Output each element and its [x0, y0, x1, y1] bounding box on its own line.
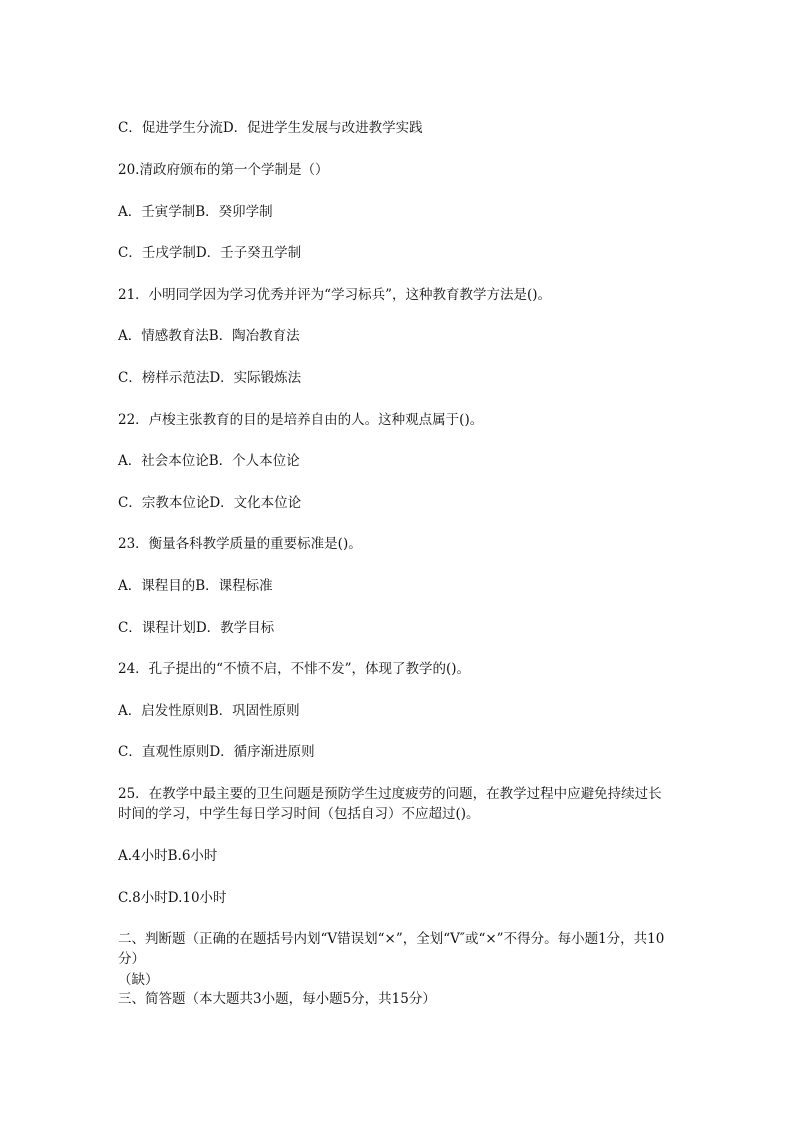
section-2-heading: 二、判断题（正确的在题括号内划“V错误划“×”，全划“V″或“×”不得分。每小题1分，共10分） [118, 931, 665, 967]
q22-options-ab: A．社会本位论B．个人本位论 [118, 453, 300, 469]
q24-question: 24．孔子提出的“不愤不启，不悱不发”，体现了教学的()。 [118, 661, 471, 677]
q24-options-cd: C．直观性原则D．循序渐进原则 [118, 744, 315, 760]
q21-options-ab: A．情感教育法B．陶冶教育法 [118, 328, 300, 344]
q20-options-cd: C．壬戌学制D．壬子癸丑学制 [118, 245, 302, 261]
q23-question: 23．衡量各科教学质量的重要标准是()。 [118, 536, 362, 552]
q19-options-cd: C．促进学生分流D．促进学生发展与改进教学实践 [118, 120, 423, 136]
q21-options-cd: C．榜样示范法D．实际锻炼法 [118, 370, 302, 386]
section-2-note: （缺） [118, 972, 159, 988]
q20-options-ab: A．壬寅学制B．癸卯学制 [118, 204, 273, 220]
q20-question: 20.清政府颁布的第一个学制是（） [118, 162, 329, 178]
q25-question: 25．在教学中最主要的卫生问题是预防学生过度疲劳的问题，在教学过程中应避免持续过长时间的学习，中学生每日学习时间（包括自习）不应超过()。 [118, 786, 662, 822]
q24-options-ab: A．启发性原则B．巩固性原则 [118, 703, 300, 719]
q22-question: 22．卢梭主张教育的目的是培养自由的人。这种观点属于()。 [118, 412, 484, 428]
q22-options-cd: C．宗教本位论D．文化本位论 [118, 495, 302, 511]
q25-options-cd: C.8小时D.10小时 [118, 890, 227, 906]
q23-options-cd: C．课程计划D．教学目标 [118, 620, 275, 636]
q23-options-ab: A．课程目的B．课程标准 [118, 578, 273, 594]
section-3-heading: 三、简答题（本大题共3小题，每小题5分，共15分） [118, 991, 436, 1007]
q25-options-ab: A.4小时B.6小时 [118, 848, 218, 864]
q21-question: 21．小明同学因为学习优秀并评为“学习标兵”，这种教育教学方法是()。 [118, 287, 552, 303]
